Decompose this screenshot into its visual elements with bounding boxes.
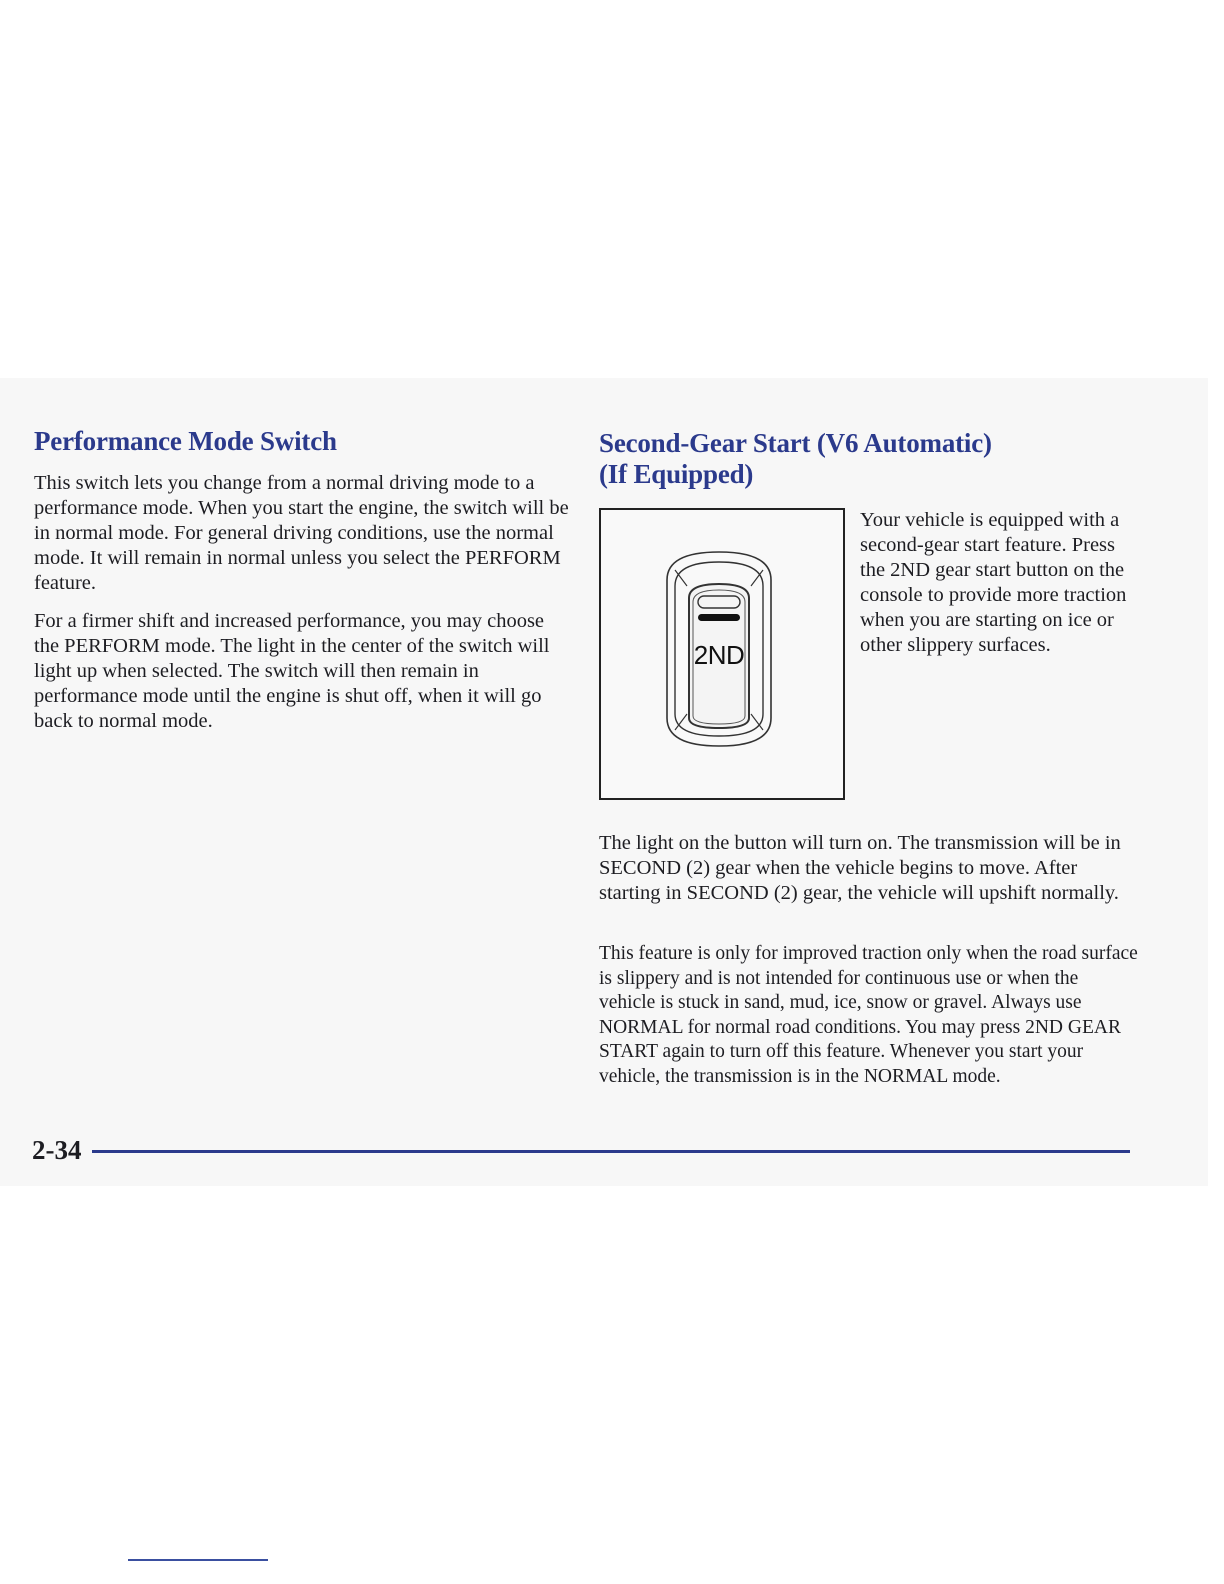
section-heading-if-equipped: (If Equipped) [599,459,754,489]
footer-rule [92,1150,1130,1153]
paragraph-second-gear-usage: This feature is only for improved traction only when the road surface is slippery and is not intended for continuous use or when the vehicle is stuck in sand, mud, ice, snow or gravel. Always use NORMAL for normal road conditions. You may press 2ND GEAR START again to turn off this feature. Whenever you start your vehicle, the transmission is in the NORMAL mode. [599,943,1138,1087]
paragraph-second-gear-intro: Your vehicle is equipped with a second-gear start feature. Press the 2ND gear start button on the console to provide more traction when you are starting on ice or other slippery surfaces. [860,509,1127,656]
second-gear-button-illustration [599,508,845,800]
second-gear-button-label: 2ND [693,640,745,670]
page-number: 2-34 [32,1135,82,1165]
bottom-mark-line [128,1559,268,1561]
section-heading-performance-mode: Performance Mode Switch [34,426,337,456]
paragraph-performance-intro: This switch lets you change from a normal driving mode to a performance mode. When you start the engine, the switch will be in normal mode. For general driving conditions, use the normal mode. It will remain in normal unless you select the PERFORM feature. [34,472,569,594]
paragraph-second-gear-light: The light on the button will turn on. The transmission will be in SECOND (2) gear when the vehicle begins to move. After starting in SECOND (2) gear, the vehicle will upshift normally. [599,832,1121,904]
paragraph-performance-perform-mode: For a firmer shift and increased performance, you may choose the PERFORM mode. The light in the center of the switch will light up when selected. The switch will then remain in performance mode until the engine is shut off, when it will go back to normal mode. [34,610,550,732]
section-heading-second-gear-start: Second-Gear Start (V6 Automatic) [599,428,992,458]
